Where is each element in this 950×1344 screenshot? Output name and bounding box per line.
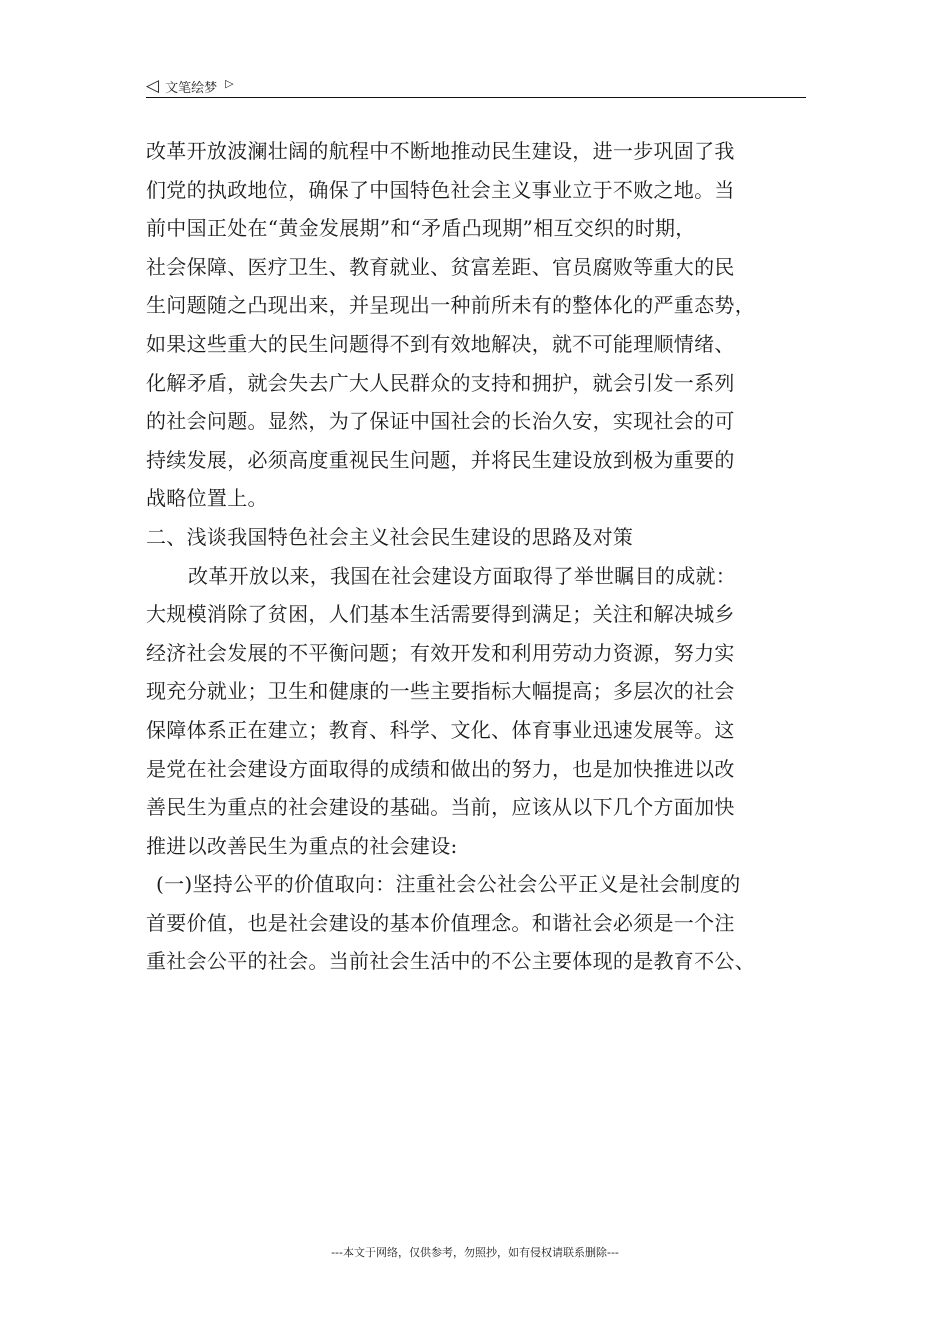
text-line: 改革开放波澜壮阔的航程中不断地推动民生建设，进一步巩固了我 bbox=[146, 139, 735, 163]
text-line: 善民生为重点的社会建设的基础。当前，应该从以下几个方面加快 bbox=[146, 795, 735, 820]
text-line: 是党在社会建设方面取得的成绩和做出的努力，也是加快推进以改 bbox=[146, 756, 735, 781]
text-line: 社会保障、医疗卫生、教育就业、贫富差距、官员腐败等重大的民 bbox=[146, 254, 735, 279]
document-body bbox=[146, 132, 826, 981]
text-line: 改革开放以来，我国在社会建设方面取得了举世瞩目的成就： bbox=[188, 563, 737, 588]
header-divider bbox=[146, 97, 806, 98]
text-line: 前中国正处在“黄金发展期”和“矛盾凸现期”相互交织的时期， bbox=[146, 216, 696, 241]
left-triangle-icon: ◁ bbox=[146, 75, 160, 96]
text-line: 生问题随之凸现出来，并呈现出一种前所未有的整体化的严重态势， bbox=[146, 293, 755, 318]
text-line: 首要价值，也是社会建设的基本价值理念。和谐社会必须是一个注 bbox=[146, 910, 735, 935]
text-line: 化解矛盾，就会失去广大人民群众的支持和拥护，就会引发一系列 bbox=[146, 370, 735, 395]
right-triangle-icon: ▷ bbox=[225, 76, 234, 90]
subsection-line: (一)坚持公平的价值取向：注重社会公社会公平正义是社会制度的 bbox=[156, 872, 741, 897]
text-line: 战略位置上。 bbox=[146, 486, 268, 511]
text-line: 如果这些重大的民生问题得不到有效地解决，就不可能理顺情绪、 bbox=[146, 331, 735, 356]
text-line: 现充分就业；卫生和健康的一些主要指标大幅提高；多层次的社会 bbox=[146, 679, 735, 704]
section-heading: 二、浅谈我国特色社会主义社会民生建设的思路及对策 bbox=[146, 524, 634, 549]
text-line: 重社会公平的社会。当前社会生活中的不公主要体现的是教育不公、 bbox=[146, 949, 755, 974]
page-header bbox=[146, 74, 806, 98]
text-line: 的社会问题。显然，为了保证中国社会的长治久安，实现社会的可 bbox=[146, 409, 735, 434]
header-title: 文笔绘梦 bbox=[165, 80, 218, 96]
text-line: 大规模消除了贫困，人们基本生活需要得到满足；关注和解决城乡 bbox=[146, 602, 735, 627]
footer-notice: ---本文于网络，仅供参考，勿照抄，如有侵权请联系删除--- bbox=[331, 1246, 619, 1259]
text-line: 们党的执政地位，确保了中国特色社会主义事业立于不败之地。当 bbox=[146, 177, 735, 202]
text-line: 保障体系正在建立；教育、科学、文化、体育事业迅速发展等。这 bbox=[146, 717, 735, 742]
text-line: 持续发展，必须高度重视民生问题，并将民生建设放到极为重要的 bbox=[146, 447, 735, 472]
text-line: 推进以改善民生为重点的社会建设: bbox=[146, 833, 458, 858]
text-line: 经济社会发展的不平衡问题；有效开发和利用劳动力资源，努力实 bbox=[146, 640, 735, 665]
